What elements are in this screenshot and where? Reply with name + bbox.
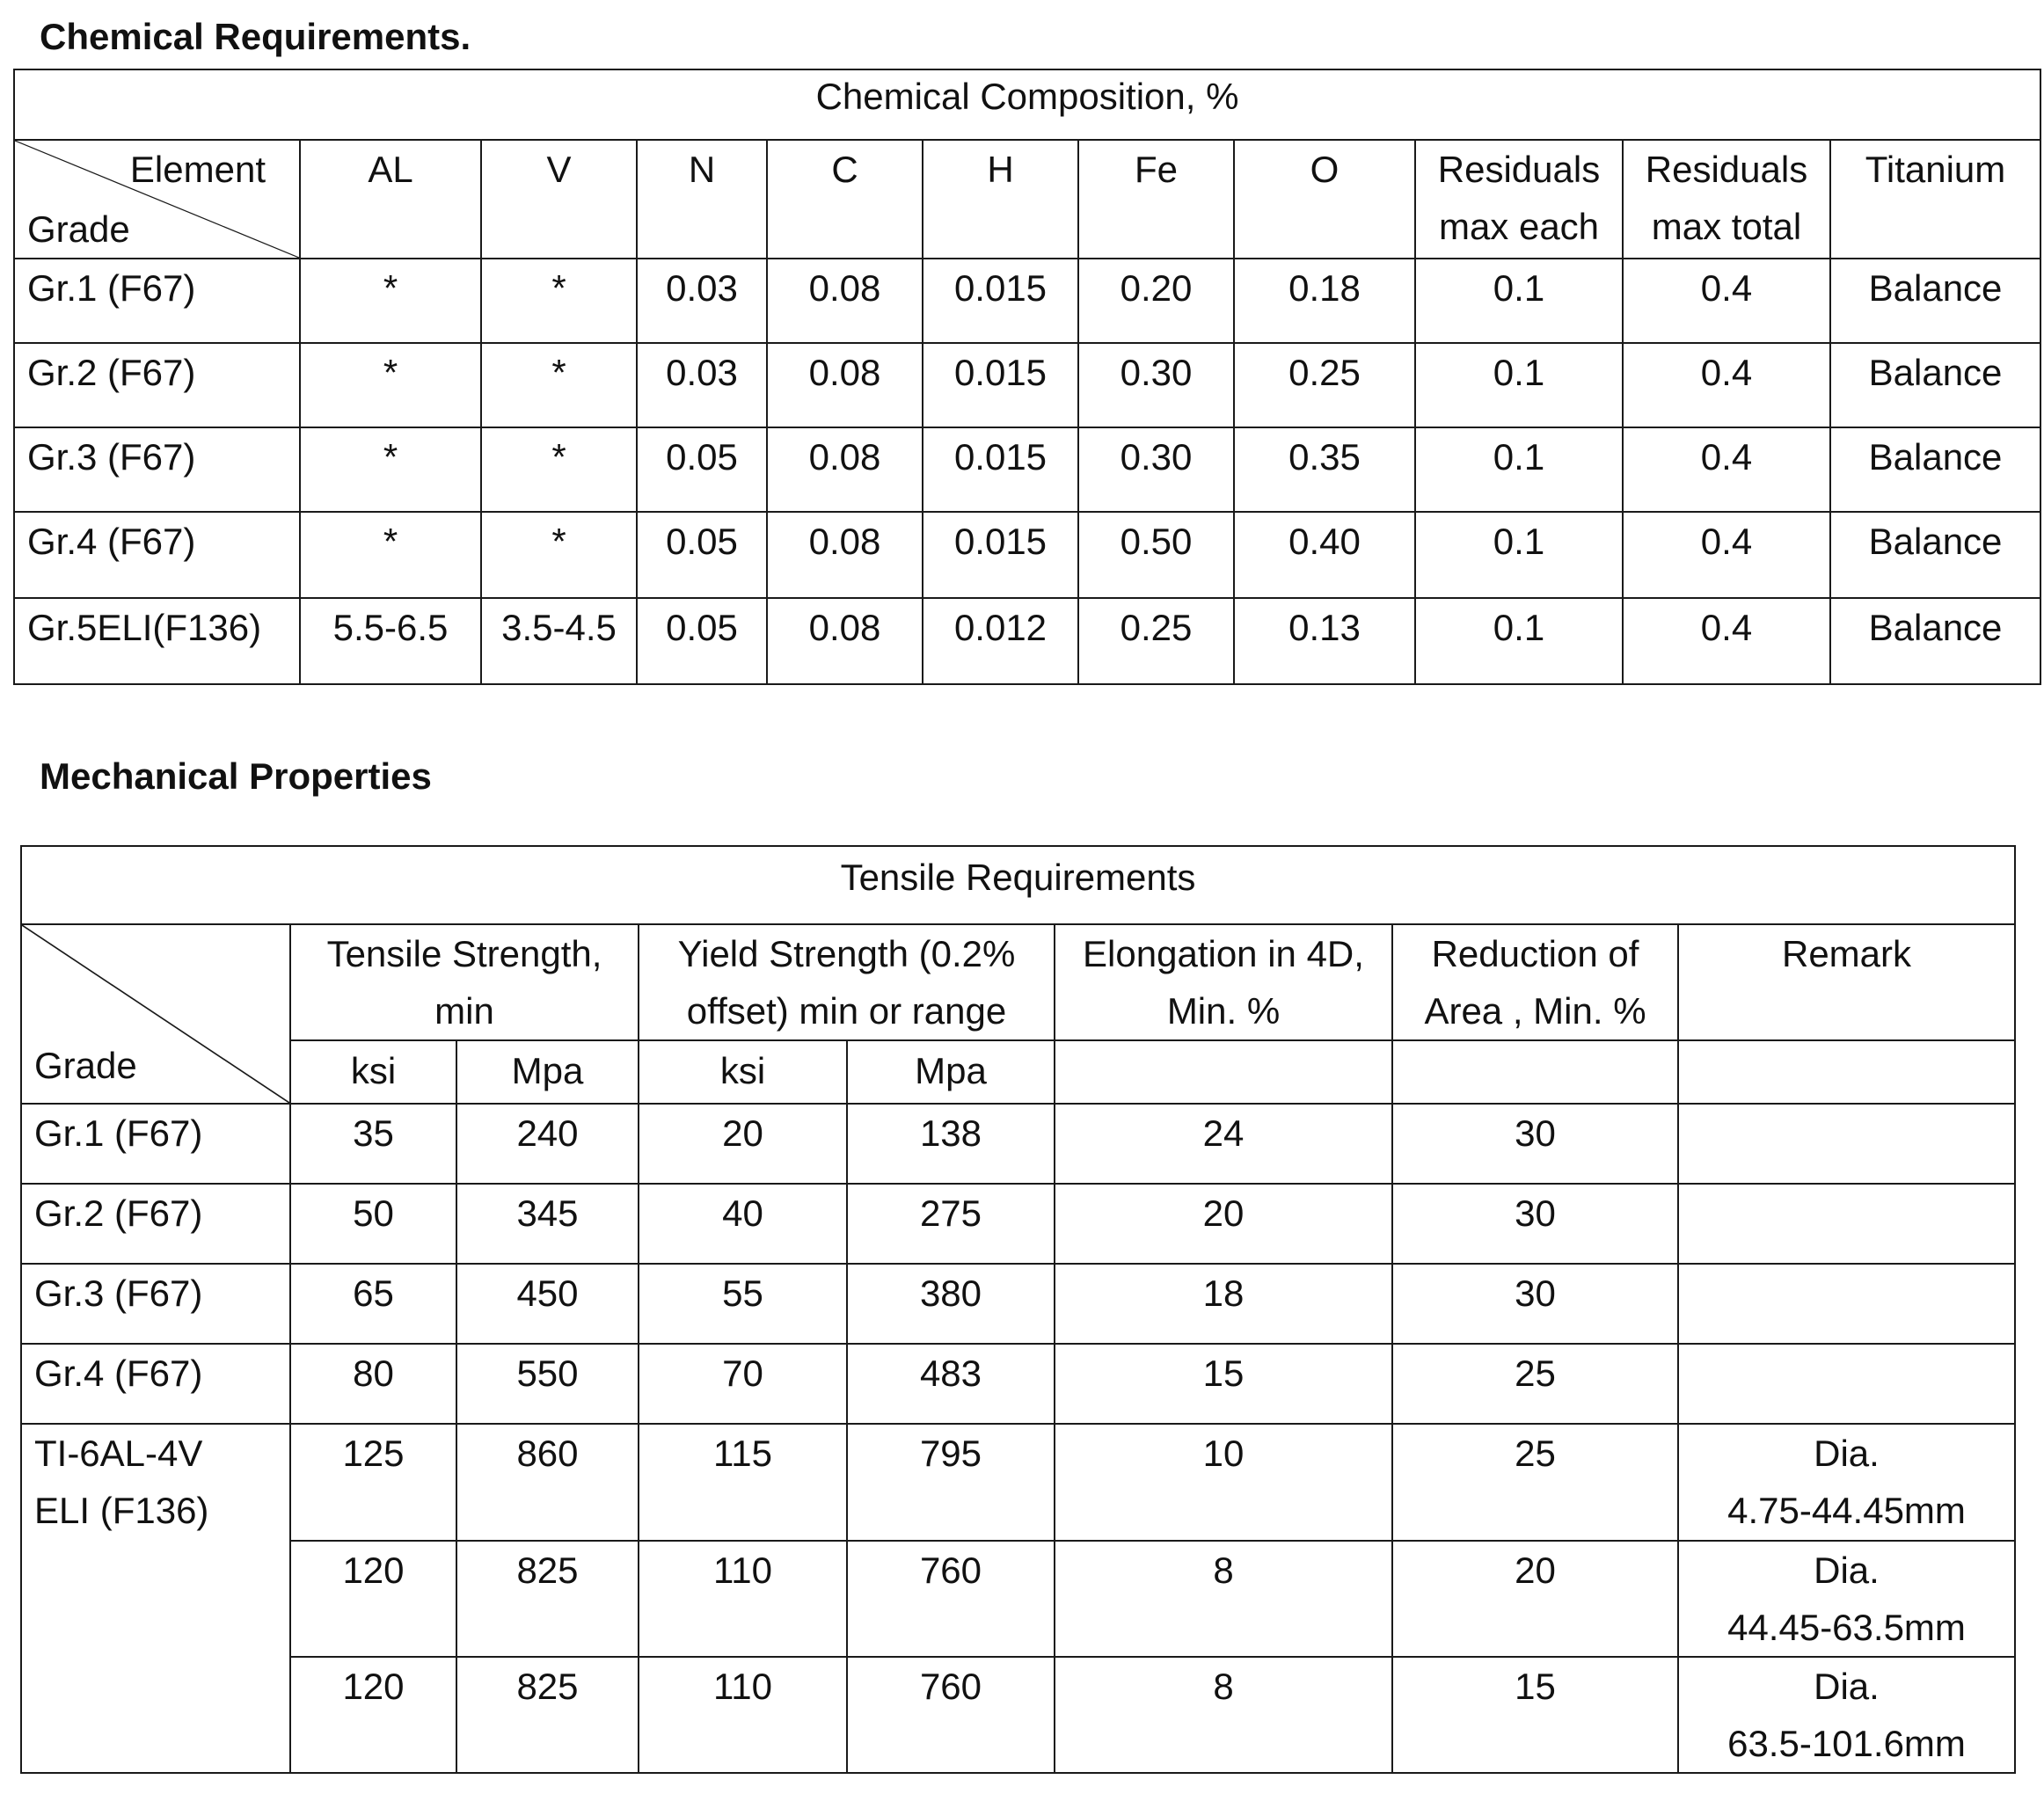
remark-cell: Dia. 44.45-63.5mm [1678, 1541, 2015, 1657]
value-cell: 0.08 [767, 343, 923, 427]
value-cell: 240 [456, 1104, 639, 1184]
value-cell: 70 [639, 1344, 847, 1424]
value-cell: 30 [1392, 1184, 1678, 1264]
chemical-requirements-heading: Chemical Requirements. [40, 16, 471, 57]
value-cell: * [300, 512, 481, 598]
value-cell: 0.50 [1078, 512, 1234, 598]
value-cell: 0.03 [637, 259, 767, 343]
value-cell: 760 [847, 1541, 1055, 1657]
value-cell: 0.4 [1623, 343, 1830, 427]
table-row [14, 343, 2040, 427]
value-cell: 138 [847, 1104, 1055, 1184]
value-cell: 8 [1055, 1541, 1392, 1657]
value-cell: 110 [639, 1541, 847, 1657]
unit-cell [1055, 1040, 1392, 1104]
unit-cell [1678, 1040, 2015, 1104]
chemical-header-row [14, 140, 2040, 259]
column-header-reduction: Reduction of Area , Min. % [1392, 924, 1678, 1040]
column-header: Residuals max each [1415, 140, 1623, 259]
column-header-tensile: Tensile Strength, min [290, 924, 639, 1040]
value-cell: * [481, 343, 637, 427]
value-cell: 0.015 [923, 512, 1078, 598]
value-cell: 0.1 [1415, 343, 1623, 427]
value-cell: 120 [290, 1657, 456, 1773]
value-cell: 20 [1392, 1541, 1678, 1657]
value-cell: 0.18 [1234, 259, 1415, 343]
value-cell: 30 [1392, 1264, 1678, 1344]
value-cell: 550 [456, 1344, 639, 1424]
value-cell: Balance [1830, 598, 2040, 684]
remark-cell [1678, 1344, 2015, 1424]
column-header: Fe [1078, 140, 1234, 259]
value-cell: 380 [847, 1264, 1055, 1344]
value-cell: 15 [1055, 1344, 1392, 1424]
value-cell: 0.1 [1415, 598, 1623, 684]
value-cell: * [481, 259, 637, 343]
value-cell: 0.015 [923, 427, 1078, 512]
value-cell: 120 [290, 1541, 456, 1657]
grade-cell: Gr.1 (F67) [21, 1104, 290, 1184]
value-cell: Balance [1830, 427, 2040, 512]
grade-cell: Gr.4 (F67) [21, 1344, 290, 1424]
value-cell: 24 [1055, 1104, 1392, 1184]
remark-cell [1678, 1184, 2015, 1264]
column-header: Residuals max total [1623, 140, 1830, 259]
table-row [21, 1184, 2015, 1264]
value-cell: 40 [639, 1184, 847, 1264]
value-cell: 825 [456, 1541, 639, 1657]
grade-cell: Gr.3 (F67) [14, 427, 300, 512]
corner-grade-label: Grade [34, 1045, 137, 1086]
table-row [21, 1264, 2015, 1344]
value-cell: 0.4 [1623, 598, 1830, 684]
value-cell: 0.05 [637, 512, 767, 598]
column-header: Titanium [1830, 140, 2040, 259]
value-cell: 0.40 [1234, 512, 1415, 598]
value-cell: 450 [456, 1264, 639, 1344]
chemical-corner-cell [14, 140, 300, 259]
unit-cell: Mpa [456, 1040, 639, 1104]
table-row [21, 1541, 2015, 1657]
value-cell: Balance [1830, 259, 2040, 343]
value-cell: 0.015 [923, 343, 1078, 427]
column-header: AL [300, 140, 481, 259]
remark-cell [1678, 1264, 2015, 1344]
value-cell: 0.4 [1623, 427, 1830, 512]
unit-cell: ksi [639, 1040, 847, 1104]
value-cell: 25 [1392, 1344, 1678, 1424]
value-cell: 0.08 [767, 427, 923, 512]
value-cell: 0.20 [1078, 259, 1234, 343]
value-cell: 0.13 [1234, 598, 1415, 684]
value-cell: 0.03 [637, 343, 767, 427]
value-cell: 0.1 [1415, 512, 1623, 598]
value-cell: 65 [290, 1264, 456, 1344]
remark-cell: Dia. 4.75-44.45mm [1678, 1424, 2015, 1541]
value-cell: 0.4 [1623, 259, 1830, 343]
value-cell: 0.4 [1623, 512, 1830, 598]
value-cell: 0.1 [1415, 427, 1623, 512]
corner-element-label: Element [129, 149, 266, 190]
value-cell: 80 [290, 1344, 456, 1424]
grade-cell: Gr.4 (F67) [14, 512, 300, 598]
value-cell: 20 [639, 1104, 847, 1184]
grade-cell: Gr.2 (F67) [21, 1184, 290, 1264]
value-cell: 8 [1055, 1657, 1392, 1773]
grade-cell: Gr.1 (F67) [14, 259, 300, 343]
value-cell: 3.5-4.5 [481, 598, 637, 684]
value-cell: 275 [847, 1184, 1055, 1264]
unit-cell [1392, 1040, 1678, 1104]
remark-cell: Dia. 63.5-101.6mm [1678, 1657, 2015, 1773]
value-cell: 5.5-6.5 [300, 598, 481, 684]
value-cell: 18 [1055, 1264, 1392, 1344]
value-cell: 0.05 [637, 427, 767, 512]
value-cell: 860 [456, 1424, 639, 1541]
value-cell: 0.08 [767, 259, 923, 343]
value-cell: * [300, 343, 481, 427]
column-header: C [767, 140, 923, 259]
chemical-composition-table [13, 69, 2041, 685]
chemical-table-title: Chemical Composition, % [14, 69, 2040, 140]
value-cell: 15 [1392, 1657, 1678, 1773]
value-cell: 55 [639, 1264, 847, 1344]
value-cell: 10 [1055, 1424, 1392, 1541]
column-header: O [1234, 140, 1415, 259]
unit-cell: ksi [290, 1040, 456, 1104]
units-row [21, 1040, 2015, 1104]
table-row [21, 1657, 2015, 1773]
grade-cell: Gr.2 (F67) [14, 343, 300, 427]
corner-grade-label: Grade [27, 208, 130, 250]
value-cell: 20 [1055, 1184, 1392, 1264]
value-cell: 0.35 [1234, 427, 1415, 512]
table-row [14, 598, 2040, 684]
value-cell: 35 [290, 1104, 456, 1184]
value-cell: 0.08 [767, 598, 923, 684]
value-cell: 50 [290, 1184, 456, 1264]
column-header-elongation: Elongation in 4D, Min. % [1055, 924, 1392, 1040]
value-cell: 125 [290, 1424, 456, 1541]
value-cell: * [481, 427, 637, 512]
column-header: V [481, 140, 637, 259]
column-header-remark: Remark [1678, 924, 2015, 1040]
value-cell: 30 [1392, 1104, 1678, 1184]
value-cell: 0.012 [923, 598, 1078, 684]
value-cell: * [300, 427, 481, 512]
tensile-requirements-table [20, 845, 2016, 1774]
value-cell: 0.015 [923, 259, 1078, 343]
value-cell: 795 [847, 1424, 1055, 1541]
table-row [14, 512, 2040, 598]
value-cell: 0.08 [767, 512, 923, 598]
table-row [14, 427, 2040, 512]
mechanical-table-title: Tensile Requirements [21, 846, 2015, 924]
grade-cell: Gr.3 (F67) [21, 1264, 290, 1344]
value-cell: * [300, 259, 481, 343]
mechanical-header-row [21, 924, 2015, 1040]
table-row [21, 1104, 2015, 1184]
value-cell: 110 [639, 1657, 847, 1773]
value-cell: Balance [1830, 512, 2040, 598]
value-cell: 0.30 [1078, 427, 1234, 512]
column-header-yield: Yield Strength (0.2% offset) min or range [639, 924, 1055, 1040]
unit-cell: Mpa [847, 1040, 1055, 1104]
value-cell: * [481, 512, 637, 598]
mechanical-properties-heading: Mechanical Properties [40, 755, 432, 797]
table-row [21, 1424, 2015, 1541]
value-cell: 483 [847, 1344, 1055, 1424]
value-cell: 0.05 [637, 598, 767, 684]
table-row [21, 1344, 2015, 1424]
value-cell: Balance [1830, 343, 2040, 427]
value-cell: 760 [847, 1657, 1055, 1773]
grade-cell: Gr.5ELI(F136) [14, 598, 300, 684]
value-cell: 0.25 [1078, 598, 1234, 684]
value-cell: 0.25 [1234, 343, 1415, 427]
value-cell: 0.30 [1078, 343, 1234, 427]
value-cell: 345 [456, 1184, 639, 1264]
value-cell: 0.1 [1415, 259, 1623, 343]
table-row [14, 259, 2040, 343]
value-cell: 25 [1392, 1424, 1678, 1541]
value-cell: 825 [456, 1657, 639, 1773]
column-header: H [923, 140, 1078, 259]
grade-cell-eli: TI-6AL-4V ELI (F136) [21, 1424, 290, 1773]
value-cell: 115 [639, 1424, 847, 1541]
mechanical-corner-cell [21, 924, 290, 1104]
column-header: N [637, 140, 767, 259]
remark-cell [1678, 1104, 2015, 1184]
